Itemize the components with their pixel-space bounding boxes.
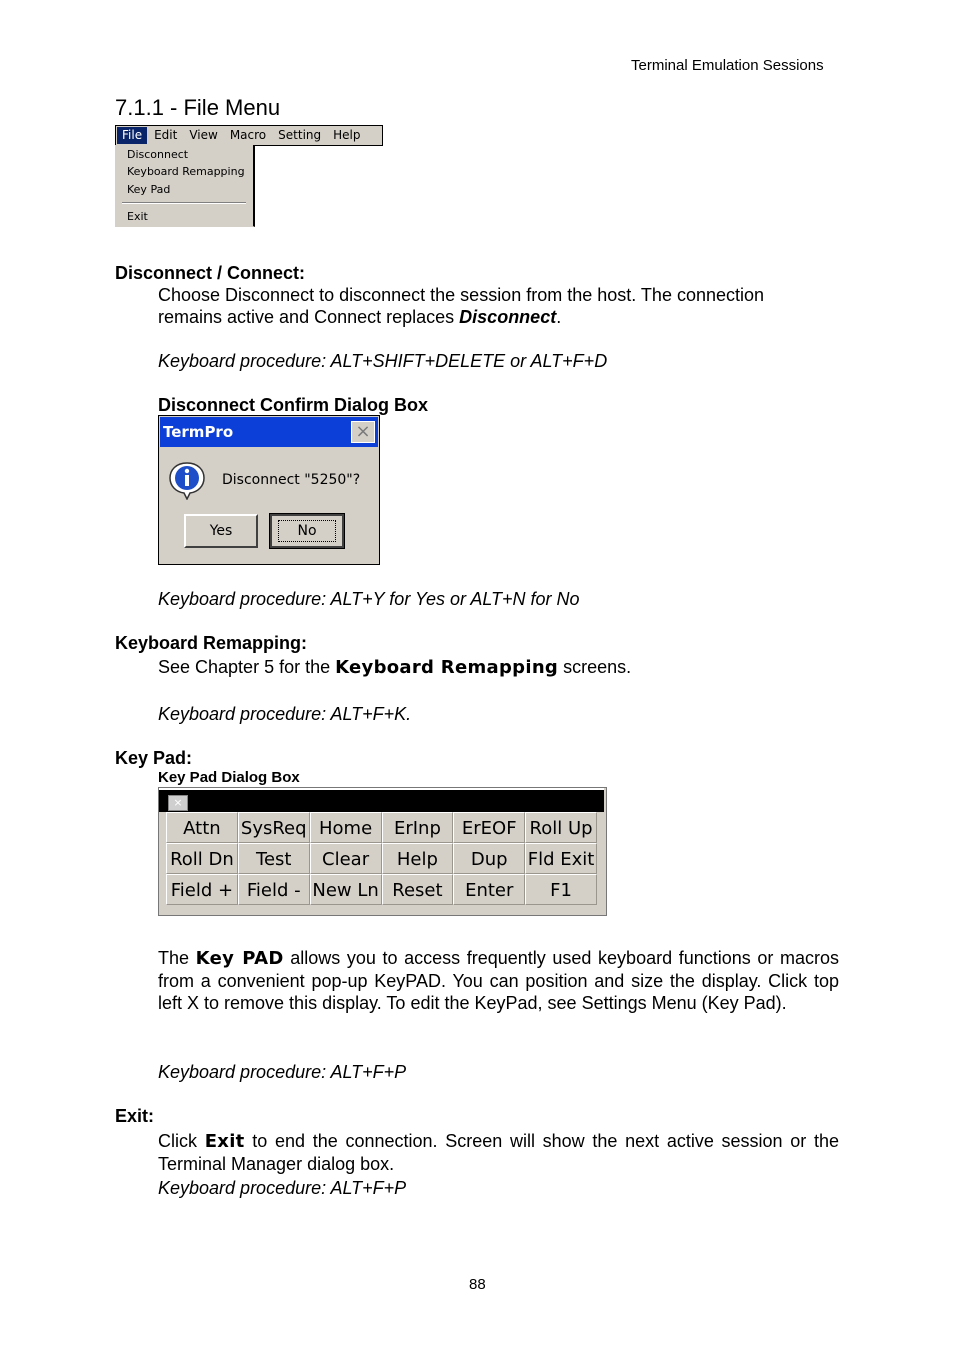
key-ereof[interactable]: ErEOF <box>453 812 525 843</box>
keypad-close-button[interactable]: × <box>168 795 188 811</box>
disconnect-text-line1: Choose Disconnect to disconnect the session from the host. The connection <box>158 285 765 305</box>
key-home[interactable]: Home <box>310 812 382 843</box>
page-number: 88 <box>469 1276 486 1293</box>
remap-procedure: Keyboard procedure: ALT+F+K. <box>158 704 412 724</box>
key-fld-exit[interactable]: Fld Exit <box>525 843 597 874</box>
menu-item-key-pad[interactable]: Key Pad <box>127 183 171 196</box>
dialog-title: TermPro <box>163 423 234 441</box>
key-new-ln[interactable]: New Ln <box>310 874 382 905</box>
menu-setting[interactable]: Setting <box>278 128 322 142</box>
key-help[interactable]: Help <box>382 843 454 874</box>
key-field-plus[interactable]: Field + <box>166 874 238 905</box>
remap-text: See Chapter 5 for the Keyboard Remapping screens. <box>158 657 632 678</box>
menu-view[interactable]: View <box>189 128 218 142</box>
key-clear[interactable]: Clear <box>310 843 382 874</box>
remap-emphasis: Keyboard Remapping <box>335 657 559 678</box>
exit-procedure: Keyboard procedure: ALT+F+P <box>158 1178 407 1198</box>
key-roll-dn[interactable]: Roll Dn <box>166 843 238 874</box>
exit-emphasis: Exit <box>204 1131 245 1152</box>
key-field-minus[interactable]: Field - <box>238 874 310 905</box>
key-roll-up[interactable]: Roll Up <box>525 812 597 843</box>
dialog-close-button[interactable]: × <box>351 421 375 443</box>
menu-file[interactable]: File <box>117 127 147 144</box>
dialog-heading: Disconnect Confirm Dialog Box <box>158 395 429 415</box>
disconnect-heading: Disconnect / Connect: <box>115 263 306 283</box>
menu-macro[interactable]: Macro <box>229 128 267 142</box>
file-dropdown <box>115 145 255 227</box>
key-enter[interactable]: Enter <box>453 874 525 905</box>
yes-button[interactable]: Yes <box>184 514 258 548</box>
dialog-titlebar <box>160 417 378 447</box>
key-reset[interactable]: Reset <box>382 874 454 905</box>
keypad-grid <box>166 812 597 905</box>
keypad-description: The Key PAD allows you to access frequently used keyboard functions or macros from a convenient pop-up KeyPAD. You can position and size the display. Click top left X to remove this display. To edit the KeyPad, see Settings Menu (Key Pad). <box>158 948 839 1013</box>
keypad-procedure: Keyboard procedure: ALT+F+P <box>158 1062 407 1082</box>
disconnect-confirm-dialog <box>158 415 380 565</box>
key-test[interactable]: Test <box>238 843 310 874</box>
no-button[interactable] <box>270 514 344 548</box>
menu-item-keyboard-remapping[interactable]: Keyboard Remapping <box>127 165 245 178</box>
menu-help[interactable]: Help <box>333 128 361 142</box>
menu-item-disconnect[interactable]: Disconnect <box>127 148 189 161</box>
keypad-heading: Key Pad: <box>115 748 193 768</box>
file-menu-screenshot <box>115 125 383 228</box>
dialog-procedure: Keyboard procedure: ALT+Y for Yes or ALT+N for No <box>158 589 580 609</box>
menu-separator <box>122 202 246 204</box>
disconnect-text-line2: remains active and Connect replaces Disconnect. <box>158 307 562 327</box>
disconnect-procedure: Keyboard procedure: ALT+SHIFT+DELETE or ALT+F+D <box>158 351 608 371</box>
key-f1[interactable]: F1 <box>525 874 597 905</box>
keypad-caption: Key Pad Dialog Box <box>158 769 300 786</box>
disconnect-emphasis: Disconnect <box>459 307 557 327</box>
keypad-emphasis: Key PAD <box>195 948 284 969</box>
keypad-dialog <box>158 787 607 916</box>
no-button-label: No <box>278 520 335 542</box>
keypad-titlebar <box>159 788 604 812</box>
section-title: 7.1.1 - File Menu <box>115 95 281 120</box>
running-header: Terminal Emulation Sessions <box>631 57 824 74</box>
key-dup[interactable]: Dup <box>453 843 525 874</box>
remap-heading: Keyboard Remapping: <box>115 633 308 653</box>
dialog-message: Disconnect "5250"? <box>222 472 361 488</box>
info-icon <box>167 460 207 500</box>
menu-item-exit[interactable]: Exit <box>127 210 148 223</box>
key-sysreq[interactable]: SysReq <box>238 812 310 843</box>
key-erinp[interactable]: ErInp <box>382 812 454 843</box>
exit-heading: Exit: <box>115 1106 155 1126</box>
exit-description: Click Exit to end the connection. Screen will show the next active session or the Terminal Manager dialog box. <box>158 1131 839 1174</box>
menu-bar <box>115 125 383 146</box>
menu-edit[interactable]: Edit <box>154 128 178 142</box>
key-attn[interactable]: Attn <box>166 812 238 843</box>
